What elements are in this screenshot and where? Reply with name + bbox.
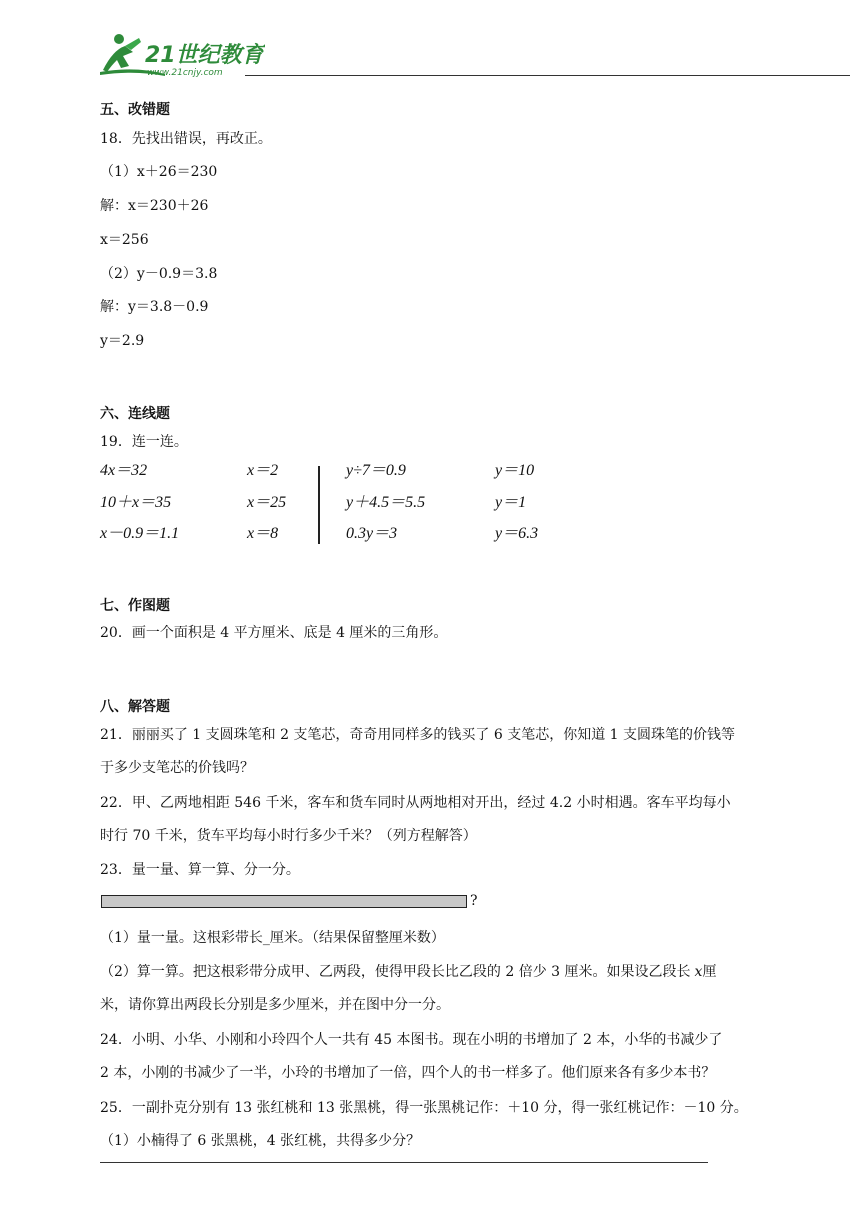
match-divider	[318, 466, 320, 544]
question-21-line1: 21．丽丽买了 1 支圆珠笔和 2 支笔芯，奇奇用同样多的钱买了 6 支笔芯，你知道 1 支圆珠笔的价钱等	[100, 727, 736, 743]
logo	[95, 30, 265, 78]
question-25: 25．一副扑克分别有 13 张红桃和 13 张黑桃，得一张黑桃记作：＋10 分，得一张红桃记作：－10 分。	[100, 1100, 748, 1116]
match-right-answer: y＝6.3	[495, 525, 539, 542]
section-title-8: 八、解答题	[100, 699, 170, 715]
match-left-answer: x＝2	[247, 462, 279, 479]
q23-part2-text-end: 厘	[702, 964, 717, 980]
q18-part1-answer: x＝256	[100, 232, 149, 248]
page-header	[95, 30, 755, 80]
logo-url: www.21cnjy.com	[147, 68, 223, 78]
match-left-answer: x＝25	[247, 494, 287, 511]
q25-part1: （1）小楠得了 6 张黑桃，4 张红桃，共得多少分？	[100, 1133, 421, 1149]
q23-part2-line2: 米，请你算出两段长分别是多少厘米，并在图中分一分。	[100, 997, 450, 1013]
question-22-line1: 22．甲、乙两地相距 546 千米，客车和货车同时从两地相对开出，经过 4.2 小时相遇。客车平均每小	[100, 795, 731, 811]
logo-text: 21世纪教育	[145, 43, 264, 68]
match-right-equation: 0.3y＝3	[346, 525, 398, 542]
ribbon-question-mark: ?	[470, 893, 478, 909]
question-20: 20．画一个面积是 4 平方厘米、底是 4 厘米的三角形。	[100, 625, 448, 641]
q18-part2: （2）y－0.9＝3.8	[100, 266, 218, 282]
match-left-equation: 10＋x＝35	[100, 494, 172, 511]
question-21-line2: 于多少支笔芯的价钱吗？	[100, 760, 254, 776]
question-22-line2: 时行 70 千米，货车平均每小时行多少千米？（列方程解答）	[100, 828, 477, 844]
match-right-answer: y＝10	[495, 462, 535, 479]
question-24-line1: 24．小明、小华、小刚和小玲四个人一共有 45 本图书。现在小明的书增加了 2 本，小华的书减少了	[100, 1032, 723, 1048]
q23-part2-variable: x	[694, 964, 703, 980]
footer-rule	[100, 1162, 708, 1163]
section-title-5: 五、改错题	[100, 102, 170, 118]
match-right-equation: y÷7＝0.9	[346, 462, 406, 479]
question-19: 19．连一连。	[100, 434, 188, 450]
q18-part1-solution: 解：x＝230＋26	[100, 198, 209, 214]
match-left-equation: x－0.9＝1.1	[100, 525, 180, 542]
match-left-equation: 4x＝32	[100, 462, 148, 479]
header-rule	[245, 75, 850, 76]
section-title-7: 七、作图题	[100, 598, 170, 614]
question-24-line2: 2 本，小刚的书减少了一半，小玲的书增加了一倍，四个人的书一样多了。他们原来各有多少本书？	[100, 1065, 716, 1081]
section-title-6: 六、连线题	[100, 406, 170, 422]
ribbon-bar	[101, 895, 467, 908]
match-right-equation: y＋4.5＝5.5	[346, 494, 426, 511]
q23-part2-line1	[100, 962, 716, 982]
match-right-answer: y＝1	[495, 494, 527, 511]
q18-part1: （1）x＋26＝230	[100, 164, 218, 180]
q18-part2-solution: 解：y＝3.8－0.9	[100, 299, 209, 315]
q23-part1: （1）量一量。这根彩带长_厘米。（结果保留整厘米数）	[100, 930, 445, 946]
q18-part2-answer: y＝2.9	[100, 333, 145, 349]
q23-part2-text: （2）算一算。把这根彩带分成甲、乙两段，使得甲段长比乙段的 2 倍少 3 厘米。如果设乙段长	[100, 964, 691, 980]
match-left-answer: x＝8	[247, 525, 279, 542]
question-18: 18．先找出错误，再改正。	[100, 131, 272, 147]
question-23: 23．量一量、算一算、分一分。	[100, 862, 300, 878]
